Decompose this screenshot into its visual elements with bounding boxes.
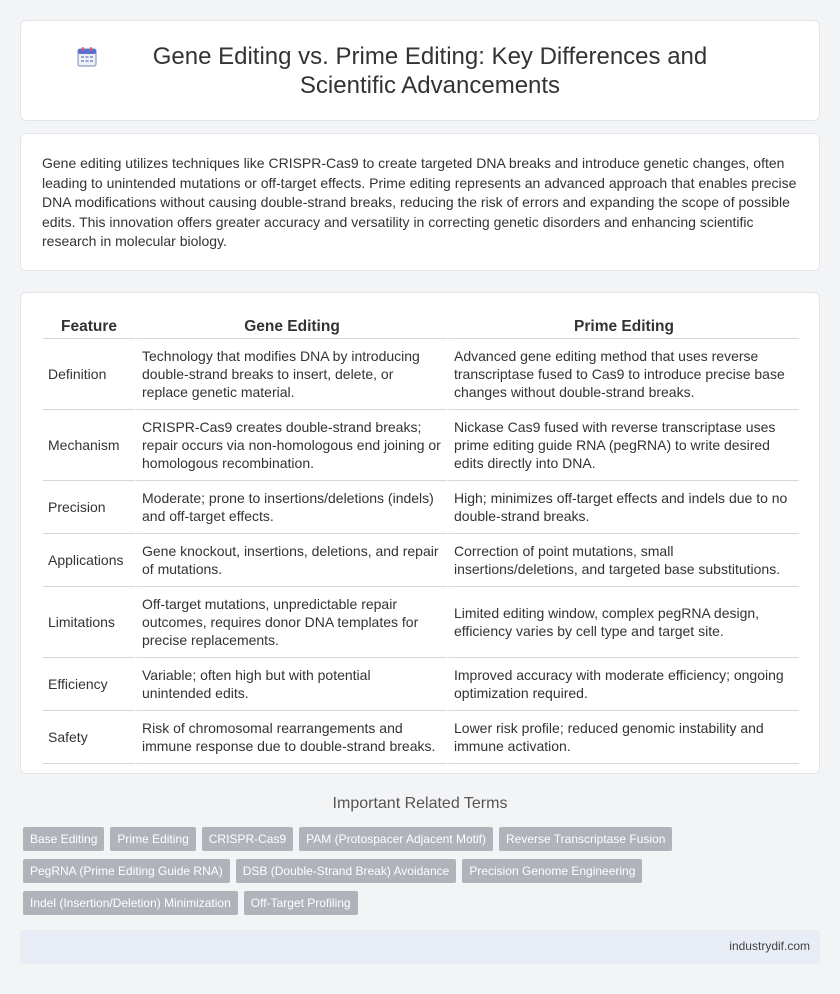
prime-editing-cell: Improved accuracy with moderate efficiency; ongoing optimization required. (447, 658, 799, 711)
feature-cell: Limitations (43, 587, 135, 658)
feature-cell: Efficiency (43, 658, 135, 711)
prime-editing-cell: Advanced gene editing method that uses reverse transcriptase fused to Cas9 to introduce precise base changes without double-strand breaks. (447, 339, 799, 410)
gene-editing-cell: Off-target mutations, unpredictable repair outcomes, requires donor DNA templates for precise replacements. (135, 587, 447, 658)
prime-editing-cell: High; minimizes off-target effects and indels due to no double-strand breaks. (447, 481, 799, 534)
gene-editing-cell: Variable; often high but with potential unintended edits. (135, 658, 447, 711)
gene-editing-cell: Moderate; prone to insertions/deletions (indels) and off-target effects. (135, 481, 447, 534)
feature-cell: Safety (43, 711, 135, 764)
title-card (20, 20, 820, 121)
table-row (43, 410, 799, 481)
table-row (43, 481, 799, 534)
prime-editing-cell: Limited editing window, complex pegRNA design, efficiency varies by cell type and target site. (447, 587, 799, 658)
tag[interactable]: DSB (Double-Strand Break) Avoidance (236, 859, 457, 883)
table-row (43, 711, 799, 764)
intro-card (20, 133, 820, 271)
footer (20, 930, 820, 964)
comparison-table (43, 316, 799, 764)
tag-row (23, 827, 743, 851)
page-title: Gene Editing vs. Prime Editing: Key Differences and Scientific Advancements (152, 43, 708, 99)
tag-row (23, 891, 743, 915)
related-terms (23, 827, 743, 923)
tag[interactable]: Precision Genome Engineering (462, 859, 642, 883)
gene-editing-cell: Risk of chromosomal rearrangements and immune response due to double-strand breaks. (135, 711, 447, 764)
feature-cell: Applications (43, 534, 135, 587)
tag[interactable]: Reverse Transcriptase Fusion (499, 827, 672, 851)
feature-cell: Precision (43, 481, 135, 534)
header-prime-editing: Prime Editing (447, 316, 799, 339)
gene-editing-cell: Gene knockout, insertions, deletions, and repair of mutations. (135, 534, 447, 587)
prime-editing-cell: Correction of point mutations, small insertions/deletions, and targeted base substitutions. (447, 534, 799, 587)
footer-site: industrydif.com (729, 939, 810, 953)
tag[interactable]: Prime Editing (110, 827, 195, 851)
tag-row (23, 859, 743, 883)
feature-cell: Mechanism (43, 410, 135, 481)
comparison-card (20, 292, 820, 774)
table-row (43, 587, 799, 658)
header-gene-editing: Gene Editing (135, 316, 447, 339)
tag[interactable]: Base Editing (23, 827, 104, 851)
gene-editing-cell: CRISPR-Cas9 creates double-strand breaks; repair occurs via non-homologous end joining or homologous recombination. (135, 410, 447, 481)
table-row (43, 534, 799, 587)
table-row (43, 339, 799, 410)
feature-cell: Definition (43, 339, 135, 410)
tag[interactable]: CRISPR-Cas9 (202, 827, 293, 851)
tag[interactable]: Indel (Insertion/Deletion) Minimization (23, 891, 238, 915)
tag[interactable]: PegRNA (Prime Editing Guide RNA) (23, 859, 230, 883)
prime-editing-cell: Lower risk profile; reduced genomic instability and immune activation. (447, 711, 799, 764)
prime-editing-cell: Nickase Cas9 fused with reverse transcriptase uses prime editing guide RNA (pegRNA) to write desired edits directly into DNA. (447, 410, 799, 481)
tag[interactable]: Off-Target Profiling (244, 891, 358, 915)
gene-editing-cell: Technology that modifies DNA by introducing double-strand breaks to insert, delete, or replace genetic material. (135, 339, 447, 410)
table-header-row (43, 316, 799, 339)
table-row (43, 658, 799, 711)
header-feature: Feature (43, 316, 135, 339)
related-terms-heading: Important Related Terms (332, 795, 508, 812)
intro-paragraph: Gene editing utilizes techniques like CRISPR-Cas9 to create targeted DNA breaks and introduce genetic changes, often leading to unintended mutations or off-target effects. Prime editing represents an advanced approach that enables precise DNA modifications without causing double-strand breaks, reducing the risk of errors and expanding the scope of possible edits. This innovation offers greater accuracy and versatility in correcting genetic disorders and enhancing scientific research in molecular biology. (42, 155, 797, 249)
tag[interactable]: PAM (Protospacer Adjacent Motif) (299, 827, 493, 851)
